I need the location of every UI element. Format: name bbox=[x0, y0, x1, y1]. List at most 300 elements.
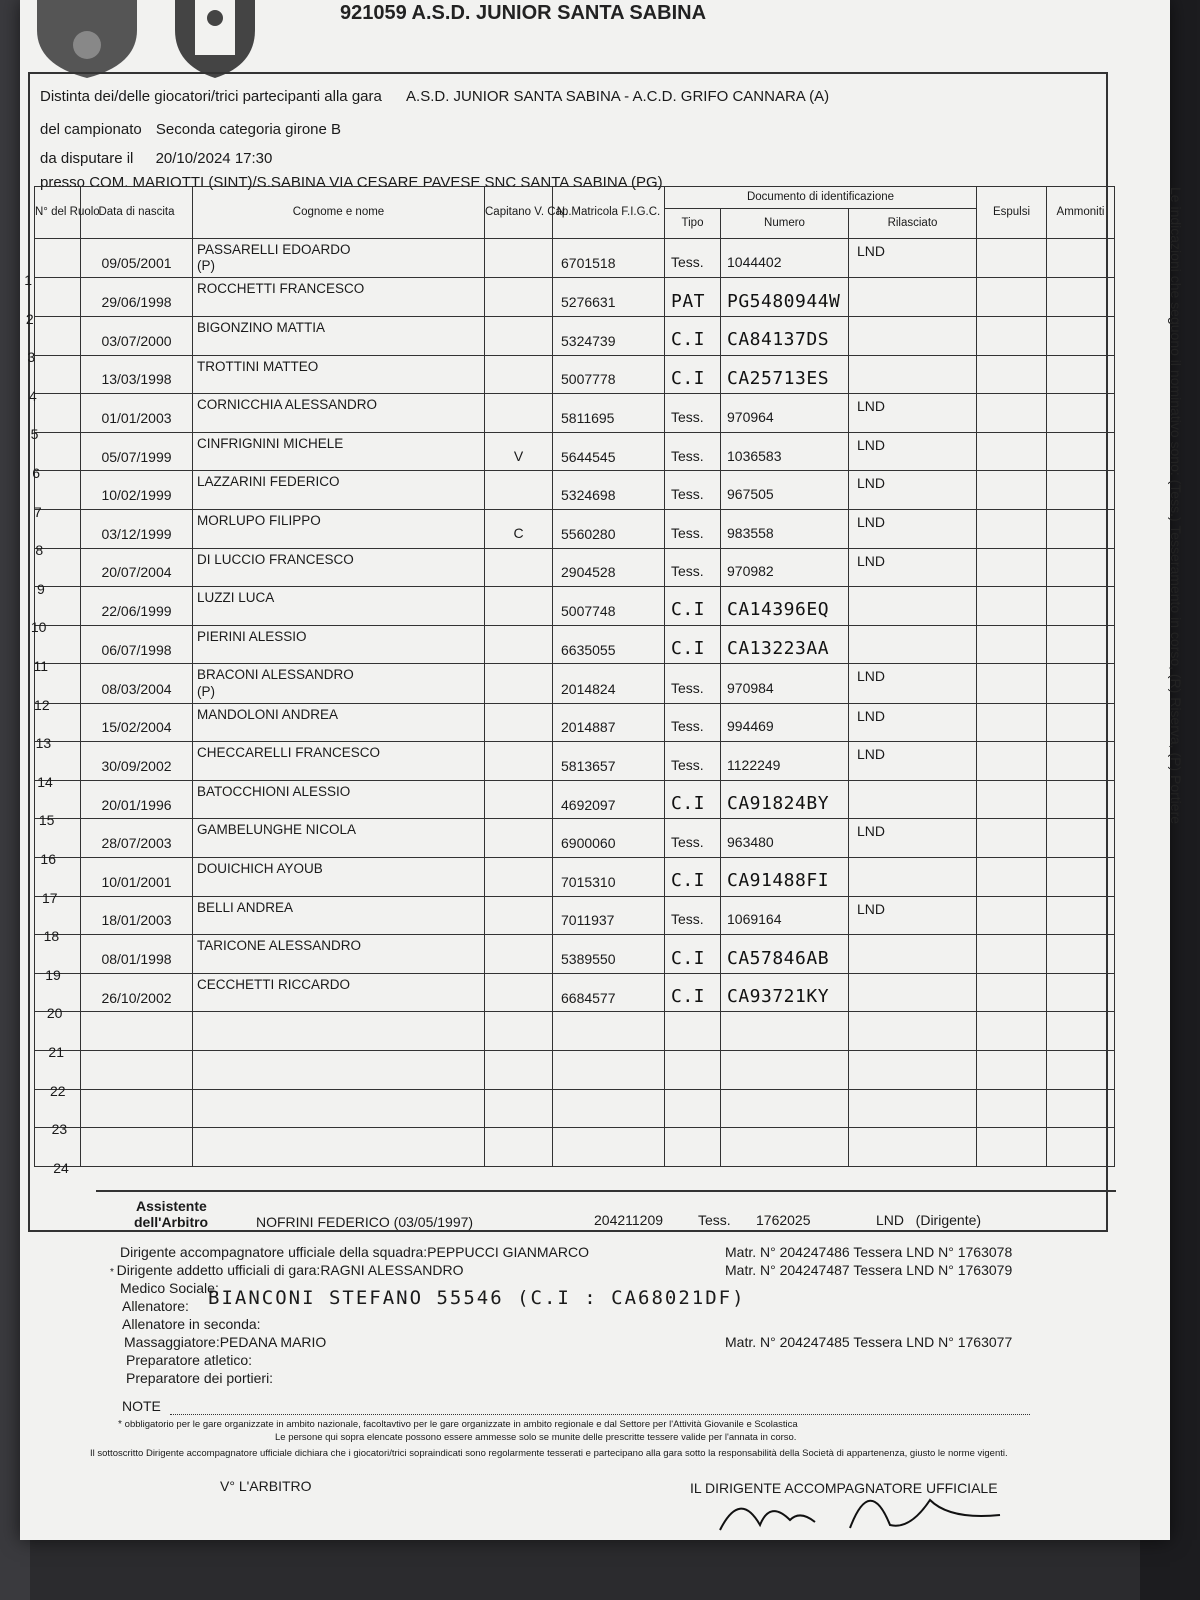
cell-capitano bbox=[485, 935, 553, 974]
cell-rilasciato bbox=[849, 1051, 977, 1090]
cell-name bbox=[193, 509, 485, 548]
table-row bbox=[35, 394, 1115, 433]
cell-name bbox=[193, 394, 485, 433]
cell-matricola bbox=[553, 1051, 665, 1090]
table-row bbox=[35, 1012, 1115, 1051]
presso-label: presso bbox=[40, 174, 86, 191]
player-name: BRACONI ALESSANDRO bbox=[197, 667, 354, 683]
cell-tipo bbox=[665, 1012, 721, 1051]
col-numero: Numero bbox=[721, 209, 849, 239]
cell-matricola: 7011937 bbox=[553, 896, 665, 935]
player-name: PIERINI ALESSIO bbox=[197, 628, 307, 644]
cell-espulsi bbox=[977, 742, 1047, 781]
row-number: 24 bbox=[53, 1159, 69, 1176]
cell-nascita: 26/10/2002 bbox=[81, 973, 193, 1012]
cell-numero: 970982 bbox=[721, 548, 849, 587]
cell-espulsi bbox=[977, 973, 1047, 1012]
cell-ruolo bbox=[35, 394, 81, 433]
preparatore-portieri: Preparatore dei portieri: bbox=[126, 1370, 274, 1386]
cell-tipo: Tess. bbox=[665, 819, 721, 858]
campionato-line bbox=[40, 121, 341, 138]
cell-ammoniti bbox=[1047, 394, 1115, 433]
cell-espulsi bbox=[977, 548, 1047, 587]
row-number: 8 bbox=[35, 542, 44, 559]
cell-numero: CA13223AA bbox=[721, 625, 849, 664]
cell-ammoniti bbox=[1047, 973, 1115, 1012]
arbitro-signature-label: V° L'ARBITRO bbox=[220, 1478, 312, 1494]
cell-ammoniti bbox=[1047, 239, 1115, 278]
note-label: NOTE bbox=[122, 1398, 161, 1414]
cell-rilasciato: LND bbox=[849, 394, 977, 433]
cell-name bbox=[193, 896, 485, 935]
cell-matricola: 5007748 bbox=[553, 587, 665, 626]
cell-capitano bbox=[485, 355, 553, 394]
preparatore-atletico: Preparatore atletico: bbox=[126, 1352, 253, 1368]
cell-name bbox=[193, 819, 485, 858]
row-number: 19 bbox=[45, 966, 61, 983]
cell-ruolo bbox=[35, 316, 81, 355]
cell-espulsi bbox=[977, 587, 1047, 626]
cell-name bbox=[193, 973, 485, 1012]
assistant-rilasciato: LND (Dirigente) bbox=[876, 1212, 982, 1228]
cell-ammoniti bbox=[1047, 548, 1115, 587]
col-rilasciato: Rilasciato bbox=[849, 209, 977, 239]
cell-ruolo bbox=[35, 278, 81, 317]
cell-tipo: C.I bbox=[665, 587, 721, 626]
dirigente-signature-label: IL DIRIGENTE ACCOMPAGNATORE UFFICIALE bbox=[690, 1480, 998, 1496]
cell-nascita bbox=[81, 1089, 193, 1128]
cell-matricola: 2014824 bbox=[553, 664, 665, 703]
cell-nascita: 10/01/2001 bbox=[81, 858, 193, 897]
row-number: 22 bbox=[50, 1082, 66, 1099]
cell-tipo: Tess. bbox=[665, 471, 721, 510]
cell-espulsi bbox=[977, 625, 1047, 664]
cell-nascita: 03/12/1999 bbox=[81, 509, 193, 548]
cell-capitano: C bbox=[485, 509, 553, 548]
cell-rilasciato bbox=[849, 780, 977, 819]
match-name: A.S.D. JUNIOR SANTA SABINA - A.C.D. GRIFO CANNARA (A) bbox=[406, 88, 830, 105]
dirigente-addetto-text: Dirigente addetto ufficiali di gara:RAGNI ALESSANDRO bbox=[116, 1262, 464, 1278]
assistant-label-2: dell'Arbitro bbox=[134, 1214, 209, 1230]
table-row bbox=[35, 548, 1115, 587]
cell-ammoniti bbox=[1047, 1128, 1115, 1167]
cell-capitano bbox=[485, 394, 553, 433]
cell-numero: 963480 bbox=[721, 819, 849, 858]
cell-name bbox=[193, 278, 485, 317]
cell-espulsi bbox=[977, 935, 1047, 974]
cell-nascita: 01/01/2003 bbox=[81, 394, 193, 433]
cell-name bbox=[193, 1089, 485, 1128]
cell-espulsi bbox=[977, 471, 1047, 510]
cell-rilasciato bbox=[849, 1128, 977, 1167]
cell-capitano bbox=[485, 1089, 553, 1128]
distinta-label: Distinta dei/delle giocatori/trici partecipanti alla gara bbox=[40, 88, 382, 105]
cell-rilasciato: LND bbox=[849, 742, 977, 781]
obbligatorio-note: * obbligatorio per le gare organizzate in ambito nazionale, facoltavtivo per le gare organizzate in ambito regionale e dal Settore per l'Attività Giovanile e Scolastica bbox=[118, 1419, 798, 1430]
cell-ammoniti bbox=[1047, 509, 1115, 548]
row-number: 16 bbox=[40, 851, 56, 867]
allenatore-seconda: Allenatore in seconda: bbox=[122, 1316, 261, 1332]
cell-capitano bbox=[485, 239, 553, 278]
massaggiatore: Massaggiatore:PEDANA MARIO bbox=[124, 1334, 327, 1350]
cell-capitano bbox=[485, 1051, 553, 1090]
table-row bbox=[35, 355, 1115, 394]
cell-name bbox=[193, 664, 485, 703]
cell-ammoniti bbox=[1047, 471, 1115, 510]
cell-tipo: PAT bbox=[665, 278, 721, 317]
cell-espulsi bbox=[977, 1089, 1047, 1128]
cell-matricola: 7015310 bbox=[553, 858, 665, 897]
player-name: MORLUPO FILIPPO bbox=[197, 512, 321, 528]
cell-name bbox=[193, 780, 485, 819]
cell-rilasciato: LND bbox=[849, 703, 977, 742]
cell-nascita: 08/03/2004 bbox=[81, 664, 193, 703]
cell-name bbox=[193, 935, 485, 974]
cell-espulsi bbox=[977, 703, 1047, 742]
cell-nascita: 20/07/2004 bbox=[81, 548, 193, 587]
cell-capitano bbox=[485, 973, 553, 1012]
cell-numero: 967505 bbox=[721, 471, 849, 510]
cell-rilasciato bbox=[849, 355, 977, 394]
cell-matricola: 5276631 bbox=[553, 278, 665, 317]
cell-numero: 970984 bbox=[721, 664, 849, 703]
cell-nascita: 30/09/2002 bbox=[81, 742, 193, 781]
table-row bbox=[35, 973, 1115, 1012]
cell-ammoniti bbox=[1047, 664, 1115, 703]
row-number: 18 bbox=[43, 928, 60, 945]
row-number: 13 bbox=[35, 735, 52, 752]
row-number: 17 bbox=[42, 889, 58, 906]
assistant-tipo: Tess. bbox=[698, 1212, 731, 1228]
campionato-label: del campionato bbox=[40, 121, 142, 138]
cell-numero: PG5480944W bbox=[721, 278, 849, 317]
figc-logo bbox=[160, 0, 270, 80]
cell-rilasciato bbox=[849, 316, 977, 355]
cell-ammoniti bbox=[1047, 935, 1115, 974]
row-number: 1 bbox=[24, 272, 32, 288]
player-name: TARICONE ALESSANDRO bbox=[197, 938, 362, 954]
dirigente-accompagnatore: Dirigente accompagnatore ufficiale della squadra:PEPPUCCI GIANMARCO bbox=[120, 1244, 589, 1260]
col-ruolo: N° del Ruolo bbox=[35, 187, 81, 239]
row-number: 6 bbox=[32, 465, 40, 481]
cell-ammoniti bbox=[1047, 316, 1115, 355]
cell-name bbox=[193, 471, 485, 510]
dirigente-addetto-matr: Matr. N° 204247487 Tessera LND N° 1763079 bbox=[725, 1262, 1013, 1278]
cell-ammoniti bbox=[1047, 703, 1115, 742]
cell-matricola bbox=[553, 1128, 665, 1167]
cell-matricola: 6900060 bbox=[553, 819, 665, 858]
row-number: 4 bbox=[29, 387, 37, 404]
player-name: MANDOLONI ANDREA bbox=[197, 706, 339, 722]
row-number: 23 bbox=[51, 1121, 68, 1138]
cell-espulsi bbox=[977, 394, 1047, 433]
cell-name bbox=[193, 316, 485, 355]
cell-tipo bbox=[665, 1128, 721, 1167]
table-row bbox=[35, 471, 1115, 510]
cell-rilasciato: LND bbox=[849, 471, 977, 510]
cell-matricola: 2904528 bbox=[553, 548, 665, 587]
distinta-line bbox=[40, 88, 829, 105]
player-name: LAZZARINI FEDERICO bbox=[197, 474, 340, 490]
table-row bbox=[35, 432, 1115, 471]
cell-matricola bbox=[553, 1012, 665, 1051]
cell-ammoniti bbox=[1047, 858, 1115, 897]
player-name: CINFRIGNINI MICHELE bbox=[197, 435, 344, 451]
cell-rilasciato bbox=[849, 625, 977, 664]
cell-matricola: 5007778 bbox=[553, 355, 665, 394]
cell-nascita: 29/06/1998 bbox=[81, 278, 193, 317]
table-row bbox=[35, 1051, 1115, 1090]
player-name: CECCHETTI RICCARDO bbox=[197, 976, 351, 992]
row-number: 11 bbox=[33, 658, 48, 674]
cell-espulsi bbox=[977, 509, 1047, 548]
cell-tipo: Tess. bbox=[665, 432, 721, 471]
cell-numero: CA84137DS bbox=[721, 316, 849, 355]
cell-numero: 1069164 bbox=[721, 896, 849, 935]
player-name: BELLI ANDREA bbox=[197, 899, 294, 915]
cell-capitano bbox=[485, 1128, 553, 1167]
assistant-name: NOFRINI FEDERICO (03/05/1997) bbox=[256, 1214, 474, 1230]
cell-tipo: Tess. bbox=[665, 664, 721, 703]
table-row bbox=[35, 896, 1115, 935]
dirigente-addetto: * Dirigente addetto ufficiali di gara:RAGNI ALESSANDRO bbox=[110, 1262, 464, 1278]
cell-rilasciato: LND bbox=[849, 239, 977, 278]
cell-matricola: 5389550 bbox=[553, 935, 665, 974]
cell-ammoniti bbox=[1047, 819, 1115, 858]
cell-tipo: Tess. bbox=[665, 239, 721, 278]
table-row bbox=[35, 509, 1115, 548]
allenatore-handwritten: BIANCONI STEFANO 55546 (C.I : CA68021DF) bbox=[208, 1287, 746, 1309]
assistant-matricola: 204211209 bbox=[594, 1212, 664, 1228]
cell-capitano bbox=[485, 858, 553, 897]
cell-tipo: C.I bbox=[665, 858, 721, 897]
cell-numero: CA57846AB bbox=[721, 935, 849, 974]
player-name: DI LUCCIO FRANCESCO bbox=[197, 551, 354, 567]
cell-name bbox=[193, 742, 485, 781]
medico-sociale: Medico Sociale: bbox=[120, 1280, 219, 1296]
cell-nascita: 20/01/1996 bbox=[81, 780, 193, 819]
cell-tipo bbox=[665, 1051, 721, 1090]
cell-nascita bbox=[81, 1012, 193, 1051]
cell-ammoniti bbox=[1047, 1012, 1115, 1051]
cell-tipo: C.I bbox=[665, 625, 721, 664]
cell-capitano bbox=[485, 664, 553, 703]
player-name: GAMBELUNGHE NICOLA bbox=[197, 822, 357, 838]
cell-capitano bbox=[485, 896, 553, 935]
cell-numero: CA14396EQ bbox=[721, 587, 849, 626]
cell-tipo: C.I bbox=[665, 973, 721, 1012]
cell-rilasciato: LND bbox=[849, 664, 977, 703]
cell-capitano bbox=[485, 316, 553, 355]
cell-rilasciato bbox=[849, 1012, 977, 1051]
document-sheet bbox=[20, 0, 1184, 1540]
cell-nascita: 05/07/1999 bbox=[81, 432, 193, 471]
cell-matricola: 5324739 bbox=[553, 316, 665, 355]
cell-nascita bbox=[81, 1128, 193, 1167]
cell-numero: CA91824BY bbox=[721, 780, 849, 819]
cell-ammoniti bbox=[1047, 780, 1115, 819]
cell-matricola: 6701518 bbox=[553, 239, 665, 278]
table-row bbox=[35, 664, 1115, 703]
cell-ammoniti bbox=[1047, 1089, 1115, 1128]
cell-espulsi bbox=[977, 1012, 1047, 1051]
table-row bbox=[35, 703, 1115, 742]
cell-rilasciato bbox=[849, 1089, 977, 1128]
cell-espulsi bbox=[977, 278, 1047, 317]
row-number: 7 bbox=[33, 503, 42, 520]
table-row bbox=[35, 935, 1115, 974]
assistant-row bbox=[96, 1190, 1116, 1232]
cell-capitano bbox=[485, 780, 553, 819]
cell-nascita: 10/02/1999 bbox=[81, 471, 193, 510]
col-matricola: N. Matricola F.I.G.C. bbox=[553, 187, 665, 239]
cell-matricola bbox=[553, 1089, 665, 1128]
row-number: 2 bbox=[25, 310, 34, 327]
cell-numero bbox=[721, 1128, 849, 1167]
cell-numero bbox=[721, 1089, 849, 1128]
cell-matricola: 5813657 bbox=[553, 742, 665, 781]
cell-espulsi bbox=[977, 355, 1047, 394]
table-row bbox=[35, 858, 1115, 897]
table-row bbox=[35, 316, 1115, 355]
cell-tipo: C.I bbox=[665, 935, 721, 974]
cell-rilasciato: LND bbox=[849, 548, 977, 587]
table-row bbox=[35, 278, 1115, 317]
massaggiatore-matr: Matr. N° 204247485 Tessera LND N° 1763077 bbox=[725, 1334, 1013, 1350]
row-number: 20 bbox=[46, 1005, 63, 1022]
cell-tipo: Tess. bbox=[665, 703, 721, 742]
cell-tipo: Tess. bbox=[665, 548, 721, 587]
cell-espulsi bbox=[977, 316, 1047, 355]
cell-numero: 994469 bbox=[721, 703, 849, 742]
row-number: 21 bbox=[48, 1044, 64, 1060]
note-line bbox=[170, 1414, 1030, 1415]
cell-numero: 1122249 bbox=[721, 742, 849, 781]
table-row bbox=[35, 1128, 1115, 1167]
player-role-tag: (P) bbox=[197, 258, 215, 274]
cell-ammoniti bbox=[1047, 278, 1115, 317]
cell-ruolo bbox=[35, 355, 81, 394]
cell-matricola: 4692097 bbox=[553, 780, 665, 819]
allenatore-label: Allenatore: bbox=[122, 1298, 189, 1314]
cell-name bbox=[193, 625, 485, 664]
col-nome: Cognome e nome bbox=[193, 187, 485, 239]
cell-espulsi bbox=[977, 858, 1047, 897]
cell-nascita: 03/07/2000 bbox=[81, 316, 193, 355]
legend-side-note: Le indicazioni che seguono il nominativo sono: (Tess.) Tesseramento in corso, (R) Riserva, (P) Portiere bbox=[1168, 187, 1184, 825]
cell-matricola: 5644545 bbox=[553, 432, 665, 471]
cell-nascita: 08/01/1998 bbox=[81, 935, 193, 974]
persone-note: Le persone qui sopra elencate possono essere ammesse solo se munite delle prescritte tessere valide per l'annata in corso. bbox=[275, 1432, 797, 1443]
cell-tipo: Tess. bbox=[665, 394, 721, 433]
cell-name bbox=[193, 1051, 485, 1090]
table-row bbox=[35, 1089, 1115, 1128]
cell-ammoniti bbox=[1047, 355, 1115, 394]
cell-espulsi bbox=[977, 1051, 1047, 1090]
dirigente-signature bbox=[700, 1470, 1040, 1540]
cell-rilasciato bbox=[849, 973, 977, 1012]
cell-matricola: 6635055 bbox=[553, 625, 665, 664]
cell-capitano bbox=[485, 587, 553, 626]
row-number: 5 bbox=[30, 426, 39, 443]
cell-espulsi bbox=[977, 664, 1047, 703]
dirigente-accompagnatore-matr: Matr. N° 204247486 Tessera LND N° 1763078 bbox=[725, 1244, 1013, 1260]
dichiarazione-note: Il sottoscritto Dirigente accompagnatore ufficiale dichiara che i giocatori/trici sopraindicati sono regolarmente tesserati e partecipano alla gara sotto la responsabilità della Società di appartenenza, giusto le norme vigenti. bbox=[90, 1448, 1008, 1459]
player-name: CHECCARELLI FRANCESCO bbox=[197, 745, 381, 761]
player-role-tag: (P) bbox=[197, 683, 215, 699]
cell-capitano bbox=[485, 819, 553, 858]
col-nascita: Data di nascita bbox=[81, 187, 193, 239]
cell-numero: 1044402 bbox=[721, 239, 849, 278]
table-row bbox=[35, 587, 1115, 626]
cell-nascita: 22/06/1999 bbox=[81, 587, 193, 626]
cell-capitano bbox=[485, 278, 553, 317]
table-row bbox=[35, 780, 1115, 819]
player-name: BIGONZINO MATTIA bbox=[197, 319, 325, 335]
cell-numero bbox=[721, 1051, 849, 1090]
cell-capitano: V bbox=[485, 432, 553, 471]
team-title: 921059 A.S.D. JUNIOR SANTA SABINA bbox=[340, 2, 707, 24]
row-number: 12 bbox=[34, 696, 50, 713]
match-datetime: 20/10/2024 17:30 bbox=[155, 150, 273, 167]
cell-rilasciato bbox=[849, 587, 977, 626]
cell-numero: CA91488FI bbox=[721, 858, 849, 897]
table-row bbox=[35, 239, 1115, 278]
cell-capitano bbox=[485, 548, 553, 587]
table-row bbox=[35, 625, 1115, 664]
col-documento: Documento di identificazione bbox=[665, 187, 977, 209]
col-ammoniti: Ammoniti bbox=[1047, 187, 1115, 239]
cell-nascita: 15/02/2004 bbox=[81, 703, 193, 742]
row-number: 9 bbox=[37, 580, 45, 597]
row-number: 14 bbox=[37, 773, 53, 790]
cell-tipo: C.I bbox=[665, 355, 721, 394]
cell-capitano bbox=[485, 471, 553, 510]
cell-name bbox=[193, 587, 485, 626]
cell-rilasciato bbox=[849, 935, 977, 974]
cell-ammoniti bbox=[1047, 625, 1115, 664]
cell-rilasciato bbox=[849, 858, 977, 897]
cell-espulsi bbox=[977, 432, 1047, 471]
cell-name bbox=[193, 239, 485, 278]
cell-numero: 983558 bbox=[721, 509, 849, 548]
cell-rilasciato: LND bbox=[849, 432, 977, 471]
cell-name bbox=[193, 432, 485, 471]
cell-tipo: Tess. bbox=[665, 509, 721, 548]
player-name: CORNICCHIA ALESSANDRO bbox=[197, 397, 378, 413]
cell-name bbox=[193, 703, 485, 742]
cell-ammoniti bbox=[1047, 742, 1115, 781]
row-number: 10 bbox=[30, 619, 47, 636]
cell-ammoniti bbox=[1047, 587, 1115, 626]
cell-name bbox=[193, 355, 485, 394]
cell-numero: CA25713ES bbox=[721, 355, 849, 394]
player-name: PASSARELLI EDOARDO bbox=[197, 242, 351, 257]
cell-nascita: 18/01/2003 bbox=[81, 896, 193, 935]
assistant-numero: 1762025 bbox=[756, 1212, 811, 1228]
cell-matricola: 5560280 bbox=[553, 509, 665, 548]
campionato-value: Seconda categoria girone B bbox=[155, 121, 342, 138]
cell-ammoniti bbox=[1047, 432, 1115, 471]
cell-ammoniti bbox=[1047, 1051, 1115, 1090]
cell-matricola: 2014887 bbox=[553, 703, 665, 742]
cell-espulsi bbox=[977, 780, 1047, 819]
cell-name bbox=[193, 1012, 485, 1051]
cell-nascita: 28/07/2003 bbox=[81, 819, 193, 858]
cell-nascita: 09/05/2001 bbox=[81, 239, 193, 278]
cell-espulsi bbox=[977, 896, 1047, 935]
cell-rilasciato: LND bbox=[849, 509, 977, 548]
